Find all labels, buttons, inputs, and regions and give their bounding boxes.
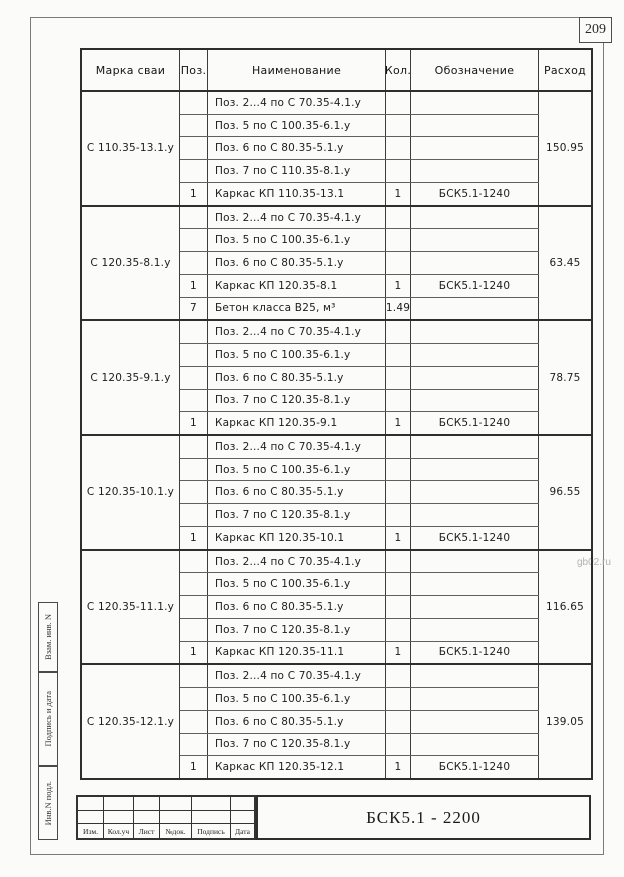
designation-cell: БСК5.1-1240 [411, 183, 539, 205]
stamp-cell [104, 811, 134, 825]
group-subrows [180, 92, 539, 205]
designation-cell: БСК5.1-1240 [411, 756, 539, 778]
quantity-cell [386, 504, 411, 526]
position-cell [180, 619, 208, 641]
quantity-cell [386, 229, 411, 251]
quantity-cell: 1 [386, 642, 411, 664]
quantity-cell [386, 344, 411, 366]
quantity-cell: 1 [386, 183, 411, 205]
quantity-cell [386, 115, 411, 137]
stamp-cell [231, 797, 254, 811]
table-row [180, 551, 539, 574]
table-row [180, 711, 539, 734]
pile-group-row [82, 551, 591, 666]
stamp-label-ndok: №док. [160, 824, 192, 838]
designation-cell [411, 504, 539, 526]
position-cell: 1 [180, 527, 208, 549]
item-name-cell: Каркас КП 120.35-12.1 [208, 756, 386, 778]
table-row [180, 573, 539, 596]
stamp-label-izm: Изм. [78, 824, 104, 838]
consumption-cell: 96.55 [549, 486, 581, 499]
group-subrows [180, 436, 539, 549]
item-name-cell: Бетон класса В25, м³ [208, 298, 386, 320]
pile-group-row [82, 207, 591, 322]
pile-mark-cell: С 120.35-9.1.у [82, 321, 180, 434]
pile-mark-cell: С 120.35-10.1.у [82, 436, 180, 549]
quantity-cell [386, 734, 411, 756]
pile-mark-cell: С 110.35-13.1.у [82, 92, 180, 205]
position-cell: 1 [180, 642, 208, 664]
consumption-cell: 116.65 [546, 601, 584, 614]
item-name-cell: Поз. 5 по С 100.35-6.1.у [208, 115, 386, 137]
quantity-cell: 1 [386, 412, 411, 434]
position-cell: 1 [180, 183, 208, 205]
watermark-text: gb02.ru [577, 557, 611, 568]
consumption-cell: 139.05 [546, 715, 584, 728]
table-row [180, 275, 539, 298]
stamp-label-data: Дата [235, 826, 250, 836]
item-name-cell: Поз. 2...4 по С 70.35-4.1.у [208, 551, 386, 573]
table-row [180, 207, 539, 230]
position-cell: 1 [180, 412, 208, 434]
designation-cell [411, 137, 539, 159]
stamp-cell [78, 797, 104, 811]
table-row [180, 734, 539, 757]
item-name-cell: Поз. 5 по С 100.35-6.1.у [208, 688, 386, 710]
item-name-cell: Поз. 6 по С 80.35-5.1.у [208, 137, 386, 159]
position-cell [180, 115, 208, 137]
stamp-cell [192, 797, 231, 811]
item-name-cell: Каркас КП 120.35-9.1 [208, 412, 386, 434]
group-subrows [180, 665, 539, 778]
header-designation: Обозначение [411, 50, 539, 90]
designation-cell [411, 115, 539, 137]
header-position: Поз. [180, 50, 208, 90]
item-name-cell: Поз. 5 по С 100.35-6.1.у [208, 344, 386, 366]
side-label: Подпись и дата [43, 691, 53, 747]
item-name-cell: Поз. 7 по С 110.35-8.1.у [208, 160, 386, 182]
designation-cell: БСК5.1-1240 [411, 642, 539, 664]
table-row [180, 252, 539, 275]
position-cell [180, 344, 208, 366]
item-name-cell: Поз. 6 по С 80.35-5.1.у [208, 711, 386, 733]
pile-group-row [82, 665, 591, 778]
header-name: Наименование [208, 50, 386, 90]
table-row [180, 412, 539, 434]
position-cell [180, 711, 208, 733]
position-cell [180, 436, 208, 458]
quantity-cell [386, 367, 411, 389]
table-row [180, 92, 539, 115]
item-name-cell: Каркас КП 120.35-11.1 [208, 642, 386, 664]
table-row [180, 298, 539, 320]
designation-cell [411, 367, 539, 389]
item-name-cell: Поз. 5 по С 100.35-6.1.у [208, 459, 386, 481]
item-name-cell: Поз. 7 по С 120.35-8.1.у [208, 504, 386, 526]
stamp-cell [160, 797, 192, 811]
position-cell [180, 573, 208, 595]
table-row [180, 481, 539, 504]
position-cell: 1 [180, 275, 208, 297]
designation-cell [411, 665, 539, 687]
document-number: БСК5.1 - 2200 [366, 807, 481, 827]
position-cell [180, 137, 208, 159]
consumption-cell: 150.95 [546, 142, 584, 155]
item-name-cell: Поз. 2...4 по С 70.35-4.1.у [208, 207, 386, 229]
stamp-cell [104, 797, 134, 811]
table-row [180, 504, 539, 527]
quantity-cell [386, 688, 411, 710]
designation-cell [411, 229, 539, 251]
designation-cell [411, 688, 539, 710]
position-cell [180, 734, 208, 756]
item-name-cell: Поз. 2...4 по С 70.35-4.1.у [208, 665, 386, 687]
stamp-label-podpis: Подпись [192, 824, 231, 838]
pile-group-row [82, 436, 591, 551]
pile-group-row [82, 92, 591, 207]
consumption-cell: 63.45 [549, 257, 581, 269]
quantity-cell [386, 321, 411, 343]
position-cell: 7 [180, 298, 208, 320]
item-name-cell: Поз. 6 по С 80.35-5.1.у [208, 367, 386, 389]
designation-cell [411, 596, 539, 618]
quantity-cell [386, 551, 411, 573]
quantity-cell [386, 711, 411, 733]
designation-cell [411, 459, 539, 481]
position-cell [180, 390, 208, 412]
quantity-cell [386, 481, 411, 503]
position-cell [180, 321, 208, 343]
table-row [180, 459, 539, 482]
item-name-cell: Поз. 2...4 по С 70.35-4.1.у [208, 92, 386, 114]
header-consumption: Расход [543, 63, 587, 77]
position-cell [180, 504, 208, 526]
designation-cell [411, 711, 539, 733]
position-cell [180, 459, 208, 481]
item-name-cell: Поз. 2...4 по С 70.35-4.1.у [208, 436, 386, 458]
group-subrows [180, 207, 539, 320]
position-cell [180, 92, 208, 114]
table-row [180, 436, 539, 459]
quantity-cell: 1.49 [386, 298, 411, 320]
designation-cell: БСК5.1-1240 [411, 527, 539, 549]
table-row [180, 115, 539, 138]
pile-spec-table [80, 48, 593, 780]
item-name-cell: Поз. 5 по С 100.35-6.1.у [208, 229, 386, 251]
item-name-cell: Каркас КП 110.35-13.1 [208, 183, 386, 205]
quantity-cell: 1 [386, 756, 411, 778]
stamp-side-box-vzam-inv [38, 602, 58, 672]
position-cell [180, 688, 208, 710]
table-row [180, 160, 539, 183]
pile-group-row [82, 321, 591, 436]
designation-cell [411, 734, 539, 756]
consumption-cell: 78.75 [549, 371, 581, 384]
table-row [180, 344, 539, 367]
quantity-cell [386, 596, 411, 618]
position-cell [180, 207, 208, 229]
quantity-cell [386, 436, 411, 458]
designation-cell [411, 160, 539, 182]
designation-cell [411, 92, 539, 114]
designation-cell [411, 619, 539, 641]
stamp-cell [134, 797, 160, 811]
quantity-cell [386, 573, 411, 595]
item-name-cell: Поз. 7 по С 120.35-8.1.у [208, 390, 386, 412]
table-row [180, 321, 539, 344]
header-quantity: Кол. [386, 50, 411, 90]
side-label: Взам. инв. N [43, 614, 53, 660]
designation-cell [411, 298, 539, 320]
position-cell [180, 665, 208, 687]
sheet-number: 209 [585, 22, 606, 37]
side-label: Инв.N подл. [43, 780, 53, 826]
item-name-cell: Поз. 7 по С 120.35-8.1.у [208, 734, 386, 756]
pile-mark-cell: С 120.35-8.1.у [82, 207, 180, 320]
table-row [180, 642, 539, 664]
quantity-cell [386, 619, 411, 641]
table-row [180, 688, 539, 711]
title-block-grid [76, 795, 256, 840]
stamp-cell [134, 811, 160, 825]
quantity-cell: 1 [386, 275, 411, 297]
item-name-cell: Поз. 6 по С 80.35-5.1.у [208, 596, 386, 618]
item-name-cell: Каркас КП 120.35-10.1 [208, 527, 386, 549]
position-cell [180, 551, 208, 573]
pile-mark-cell: С 120.35-12.1.у [82, 665, 180, 778]
position-cell [180, 481, 208, 503]
item-name-cell: Поз. 7 по С 120.35-8.1.у [208, 619, 386, 641]
sheet-number-box [579, 17, 612, 43]
group-subrows [180, 551, 539, 664]
quantity-cell [386, 137, 411, 159]
table-row [180, 665, 539, 688]
table-row [180, 596, 539, 619]
stamp-side-box-podpis-data [38, 672, 58, 766]
table-row [180, 390, 539, 413]
stamp-cell [192, 811, 231, 825]
item-name-cell: Каркас КП 120.35-8.1 [208, 275, 386, 297]
position-cell: 1 [180, 756, 208, 778]
position-cell [180, 252, 208, 274]
table-row [180, 137, 539, 160]
header-pile-mark: Марка сваи [82, 50, 180, 90]
position-cell [180, 229, 208, 251]
table-row [180, 183, 539, 205]
designation-cell: БСК5.1-1240 [411, 275, 539, 297]
quantity-cell [386, 252, 411, 274]
item-name-cell: Поз. 6 по С 80.35-5.1.у [208, 481, 386, 503]
designation-cell [411, 390, 539, 412]
quantity-cell [386, 92, 411, 114]
designation-cell [411, 551, 539, 573]
stamp-cell [231, 811, 254, 825]
stamp-label-koluch: Кол.уч [104, 824, 134, 838]
table-row [180, 756, 539, 778]
group-subrows [180, 321, 539, 434]
designation-cell [411, 436, 539, 458]
item-name-cell: Поз. 2...4 по С 70.35-4.1.у [208, 321, 386, 343]
quantity-cell [386, 160, 411, 182]
designation-cell [411, 207, 539, 229]
designation-cell [411, 344, 539, 366]
stamp-side-box-inv-podl [38, 766, 58, 840]
designation-cell: БСК5.1-1240 [411, 412, 539, 434]
position-cell [180, 596, 208, 618]
table-row [180, 367, 539, 390]
position-cell [180, 160, 208, 182]
stamp-label-list: Лист [134, 824, 160, 838]
position-cell [180, 367, 208, 389]
item-name-cell: Поз. 5 по С 100.35-6.1.у [208, 573, 386, 595]
designation-cell [411, 573, 539, 595]
designation-cell [411, 321, 539, 343]
designation-cell [411, 252, 539, 274]
table-row [180, 229, 539, 252]
designation-cell [411, 481, 539, 503]
quantity-cell [386, 390, 411, 412]
stamp-cell [78, 811, 104, 825]
table-header-row [82, 50, 591, 92]
item-name-cell: Поз. 6 по С 80.35-5.1.у [208, 252, 386, 274]
stamp-cell [160, 811, 192, 825]
quantity-cell: 1 [386, 527, 411, 549]
document-number-cell [256, 795, 591, 840]
quantity-cell [386, 207, 411, 229]
table-row [180, 619, 539, 642]
table-row [180, 527, 539, 549]
pile-mark-cell: С 120.35-11.1.у [82, 551, 180, 664]
table-body [82, 92, 591, 778]
quantity-cell [386, 665, 411, 687]
quantity-cell [386, 459, 411, 481]
